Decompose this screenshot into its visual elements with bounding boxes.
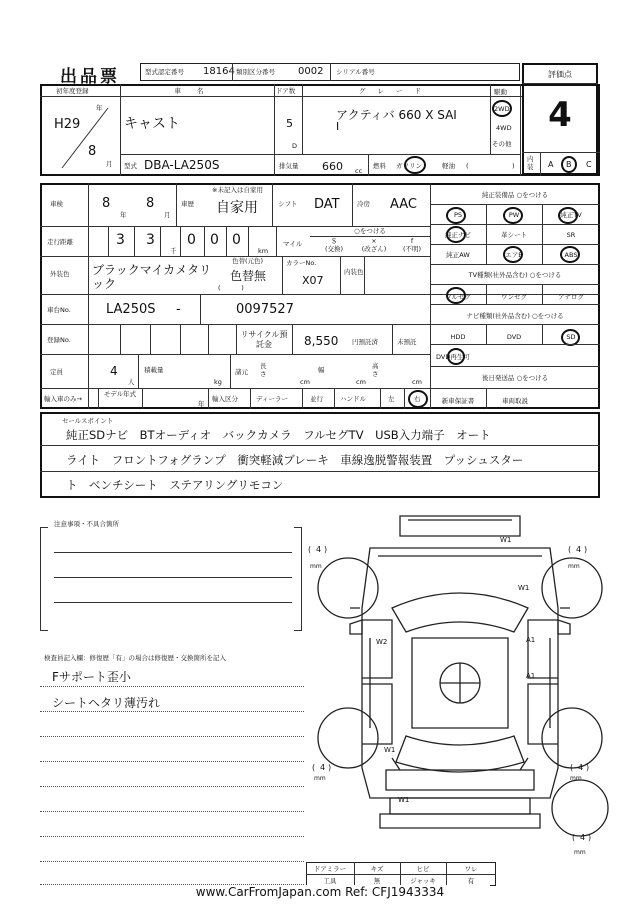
load-label: 積載量	[144, 366, 164, 374]
mileage-digit-5: 0	[232, 232, 241, 248]
circle-dvd	[447, 348, 465, 365]
color-label: 外装色	[50, 270, 70, 278]
tv-fullseg: フルセグ	[445, 293, 471, 301]
svg-text:(: (	[572, 833, 576, 842]
fuel-diesel: 軽油	[442, 162, 455, 170]
mileage-digit-4: 0	[210, 232, 219, 248]
svg-text:): )	[324, 545, 328, 554]
svg-text:(: (	[312, 763, 316, 772]
equip-ps: PS	[453, 211, 463, 219]
model-value: DBA-LA250S	[144, 158, 220, 172]
interior-color-label: 内装色	[344, 268, 364, 276]
drive-4wd: 4WD	[496, 124, 512, 132]
inspector-note-2: シートヘタリ薄汚れ	[52, 696, 161, 710]
color-change-label: 色替(元色)	[232, 257, 264, 265]
grade-value: アクティバ 660 X SAI	[336, 108, 457, 122]
chassis-prefix: LA250S	[106, 302, 156, 317]
inspector-label: 検査員記入欄：修復歴「有」の場合は修復歴・交換箇所を記入	[44, 654, 226, 662]
model-cert-no: 18164	[203, 66, 235, 77]
chassis-no: 0097527	[236, 302, 294, 317]
svg-text:): )	[328, 763, 332, 772]
grade-label: グレード	[359, 87, 433, 95]
mileage-opt-unknown: f (不明)	[402, 237, 422, 253]
legend-h3: ヒビ	[416, 865, 430, 873]
category-label: 類別区分番号	[236, 68, 275, 76]
dvd-playback: DVD再生可	[436, 353, 470, 361]
svg-text:4: 4	[316, 545, 322, 554]
shift-label: シフト	[278, 200, 298, 208]
capacity-label: 定員	[50, 368, 63, 376]
equip-abs: ABS	[564, 251, 578, 259]
inspection-label: 車検	[50, 200, 63, 208]
interior-a: A	[548, 160, 554, 169]
first-reg-label: 初年度登録	[56, 87, 89, 95]
footer-watermark: www.CarFromJapan.com Ref: CFJ1943334	[150, 885, 490, 899]
history-note: ※未記入は自家用	[212, 186, 263, 194]
legend-h1: ドアミラー	[313, 865, 347, 873]
fuel-label: 燃料	[373, 162, 386, 170]
mileage-opt-exchange: ＄ (交換)	[324, 237, 344, 253]
tv-analog: アナログ	[558, 293, 584, 301]
fuel-circle	[404, 156, 426, 174]
notes-label: 注意事項・不具合箇所	[54, 520, 119, 528]
displacement-label: 排気量	[279, 162, 299, 170]
displacement-value: 660	[322, 160, 343, 173]
navi-label: ナビ種類(社外品含む) ○をつける	[466, 312, 564, 320]
tv-oneseg: ワンセグ	[501, 293, 527, 301]
legend-r4: 有	[467, 877, 475, 885]
svg-text:4: 4	[578, 763, 584, 772]
car-name: キャスト	[124, 116, 180, 132]
circle-fullseg	[446, 287, 466, 304]
legend-h2: キズ	[370, 865, 384, 873]
notes-box	[40, 527, 302, 631]
drive-label: 駆動	[494, 88, 507, 96]
svg-text:4: 4	[580, 833, 586, 842]
navi-hdd: HDD	[450, 333, 466, 341]
equip-sr: SR	[566, 231, 576, 239]
mark-a1-right-1: A1	[526, 636, 536, 644]
equip-tv: 純正TV	[560, 211, 582, 219]
equip-leather: 革シート	[501, 231, 527, 239]
date-slash	[60, 106, 110, 170]
sales-line-1: 純正SDナビ BTオーディオ バックカメラ フルセグTV USB入力端子 オート	[66, 428, 491, 442]
interior-circle	[561, 156, 577, 173]
circle-airbag	[503, 246, 523, 263]
legend-r3: ジャッキ	[410, 877, 436, 885]
interior-b: B	[566, 160, 572, 169]
svg-text:mm: mm	[310, 563, 322, 570]
sales-label: セールスポイント	[62, 417, 114, 425]
navi-sd: SD	[566, 333, 576, 341]
mark-w1-right: W1	[518, 584, 530, 592]
svg-text:(: (	[568, 545, 572, 554]
after-manual: 車両取説	[502, 397, 528, 405]
tv-label: TV種類(社外品含む) ○をつける	[468, 271, 562, 279]
svg-text:4: 4	[576, 545, 582, 554]
rating-score: 4	[548, 95, 572, 135]
svg-text:mm: mm	[570, 775, 582, 782]
recycle-value: 8,550	[304, 334, 339, 348]
history-value: 自家用	[216, 200, 258, 216]
mileage-digit-1: 3	[116, 232, 125, 248]
model-year-label: モデル年式	[103, 390, 137, 398]
circle-ps	[446, 207, 466, 224]
grade-extra: I	[336, 120, 340, 133]
mark-w1-front: W1	[500, 536, 512, 544]
legend-r2: 無	[373, 877, 381, 885]
inspection-month: 8	[146, 196, 155, 211]
shift-value: DAT	[314, 197, 340, 212]
name-label: 車名	[174, 87, 220, 95]
svg-text:): )	[588, 833, 592, 842]
history-label: 車歴	[181, 200, 194, 208]
model-cert-label: 型式認定番号	[145, 68, 184, 76]
first-reg-era: H29	[54, 117, 81, 132]
svg-text:mm: mm	[568, 563, 580, 570]
fuel-gasoline: ガソリン	[396, 162, 422, 170]
inspector-note-1: Fサポート歪小	[52, 670, 131, 684]
drive-2wd-circle	[492, 100, 512, 117]
sales-line-3: ト ベンチシート ステアリングリモコン	[66, 478, 284, 492]
after-warranty: 新車保証書	[441, 397, 475, 405]
reg-no-label: 登録No.	[47, 336, 71, 344]
svg-text:): )	[584, 545, 588, 554]
interior-c: C	[586, 160, 592, 169]
svg-text:mm: mm	[574, 849, 586, 856]
serial-label: シリアル番号	[336, 68, 375, 76]
car-diagram	[300, 508, 610, 878]
color-no-label: カラーNo.	[286, 259, 317, 267]
mileage-opt-mile: マイル	[283, 240, 303, 248]
color-value: ブラックマイカメタリック	[92, 263, 212, 291]
ac-value: AAC	[390, 197, 417, 212]
legend-h4: ワレ	[464, 865, 478, 873]
navi-dvd: DVD	[506, 333, 522, 341]
legend-r1: 工具	[323, 877, 337, 885]
model-label: 型式	[124, 162, 137, 170]
circle-tv	[558, 207, 578, 224]
genuine-label: 純正装備品 ○をつける	[481, 191, 549, 199]
mark-w1-rear-left: W1	[384, 746, 396, 754]
mileage-digit-3: 0	[187, 232, 196, 248]
circle-navi	[446, 226, 466, 243]
rating-label: 評価点	[548, 70, 572, 79]
doors-value: 5	[286, 117, 293, 130]
svg-text:mm: mm	[314, 775, 326, 782]
category-no: 0002	[298, 66, 324, 77]
color-no-value: X07	[302, 274, 324, 287]
capacity-value: 4	[110, 364, 118, 378]
mileage-label: 走行距離	[47, 238, 73, 246]
equip-airbag: エアB	[505, 251, 523, 259]
ac-label: 冷房	[357, 200, 370, 208]
equip-pw: PW	[508, 211, 520, 219]
recycle-label: リサイクル預託金	[240, 330, 288, 349]
size-label: 諸元	[235, 368, 248, 376]
drive-2wd: 2WD	[494, 105, 510, 113]
inspection-year: 8	[102, 196, 111, 211]
drive-other: その他	[492, 140, 512, 148]
mileage-opt-modified: × (改ざん)	[361, 237, 387, 253]
doors-label: ドア数	[276, 87, 296, 95]
equip-aw: 純正AW	[446, 251, 470, 259]
interior-label: 内装	[527, 155, 534, 171]
first-reg-month: 8	[88, 144, 97, 159]
svg-text:4: 4	[320, 763, 326, 772]
mileage-mark-label: ○をつける	[354, 227, 386, 235]
chassis-label: 車台No.	[47, 306, 71, 314]
color-change-value: 色替無	[230, 269, 267, 283]
mileage-digit-2: 3	[146, 232, 155, 248]
after-label: 後日発送品 ○をつける	[481, 374, 549, 382]
svg-text:(: (	[308, 545, 312, 554]
circle-abs	[560, 246, 580, 263]
svg-text:): )	[586, 763, 590, 772]
mark-w2-left: W2	[376, 638, 388, 646]
page-title: 出品票	[60, 67, 120, 87]
sales-line-2: ライト フロントフォグランプ 衝突軽減ブレーキ 車線逸脱警報装置 プッシュスター	[66, 453, 524, 467]
equip-navi: 純正ナビ	[445, 231, 471, 239]
mark-w1-rear: W1	[398, 796, 410, 804]
circle-pw	[503, 207, 523, 224]
import-label: 輸入車のみ→	[44, 395, 82, 403]
handle-right-circle	[408, 390, 428, 408]
svg-text:(: (	[570, 763, 574, 772]
mark-a1-right-2: A1	[526, 672, 536, 680]
